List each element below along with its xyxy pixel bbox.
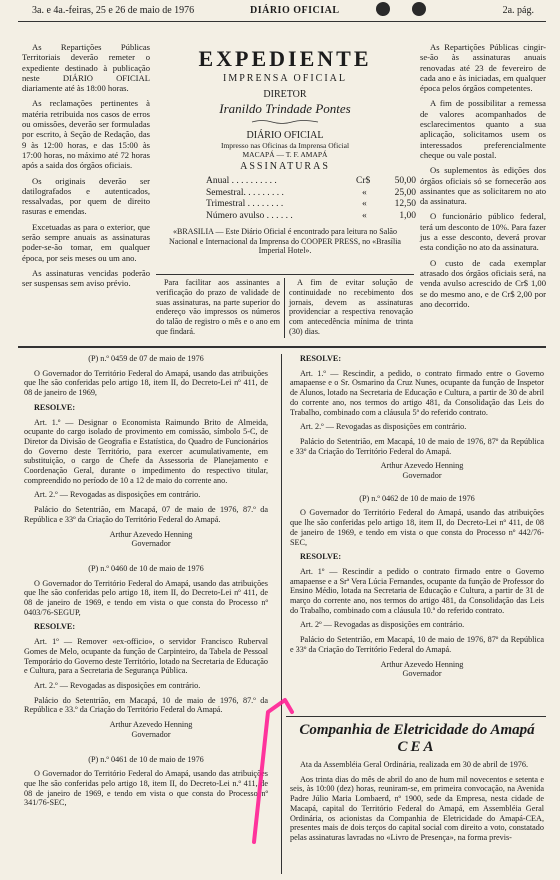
resolve-heading: RESOLVE:	[34, 402, 76, 412]
decree-intro: O Governador do Território Federal do Amapá, usando das atribuições que lhe são conferidas pelo artigo 18, item II, do Decreto-Lei nº 411, de 08 de janeiro de 1969, e tendo em vista o que consta do Processo nº 442/76-SEC,	[290, 508, 544, 547]
header-page-number: 2a. pág.	[502, 5, 534, 16]
decree-intro: O Governador do Território Federal do Amapá, usando das atribuições que lhe são conferidas pelo artigo 18, item II, do Decreto-Lei nº 411, de 08 de janeiro de 1969,	[24, 368, 268, 398]
decree-closing: Palácio do Setentrião, em Macapá, 10 de maio de 1976, 87º da República e 33º da Criação do Território Federal do Amapá.	[290, 436, 544, 456]
decree-article: Art. 1º — Remover «ex-officio», o servidor Francisco Ruberval Gomes de Melo, ocupante da função de Carpinteiro, da Tabela de Pessoal Temporário do Governo deste Território, lotado na Secretaria de Educação e Cultura, para a Secretaria de Segurança Pública.	[24, 637, 268, 676]
price-currency: «	[362, 210, 367, 221]
cea-title: Companhia de Eletricidade do Amapá	[299, 722, 535, 738]
printed-line: Impresso nas Oficinas da Imprensa Oficial	[220, 141, 350, 150]
decree-article: Art. 1.º — Rescindir, a pedido, o contrato firmado entre o Governo amapaense e o Sr. Osmarino da Cruz Nunes, ocupante da função de Inspetor de Alunos, lotado na Secretaria de Educação e Cultura, a partir de 30 de abril do corrente ano, nos termos do artigo 481, da Consolidação das Leis do Trabalho, combinado com a cláusula 5ª do referido contrato.	[290, 368, 544, 417]
price-currency: Cr$	[356, 176, 371, 186]
notice-paragraph: As Repartições Públicas Territoriais deverão remeter o expediente destinado à publicação neste DIÁRIO OFICIAL diariamente até às 18:00 horas.	[22, 42, 150, 94]
paper-name: DIÁRIO OFICIAL	[246, 130, 324, 141]
notice-paragraph: Os originais deverão ser datilografados e autenticados, ressalvadas, por quem de direito rasuras e emendas.	[22, 175, 150, 217]
price-value: 25,00	[394, 187, 416, 198]
brasilia-note: «BRASILIA — Este Diário Oficial é encontrado para leitura no Salão Nacional e Internacional da Imprensa do COOPER PRESS, no «Brasília Imperial Hotel».	[169, 227, 401, 256]
notice-paragraph: A fim de possibilitar a remessa de valores acompanhados de esclarecimentos quanto a sua aplicação, solicitamos usem os interessados preferencialmente cheque ou vale postal.	[420, 98, 546, 160]
subscriptions-label: ASSINATURAS	[240, 161, 330, 172]
cea-acronym: CEA	[397, 739, 437, 755]
notice-paragraph: O custo de cada exemplar atrasado dos órgãos oficiais será, na venda avulso acrescido de Cr$ 1,00 se do mesmo ano, e de Cr$ 2,00 por ano decorrido.	[420, 257, 546, 309]
decree-article: Art. 2.º — Revogadas as disposições em contrário.	[300, 422, 467, 432]
price-label: Anual . . . . . . . . . .	[206, 176, 277, 186]
decree-article: Art. 2.º — Revogadas as disposições em contrário.	[34, 490, 201, 500]
resolve-heading: RESOLVE:	[34, 622, 76, 632]
signature-name: Arthur Azevedo Henning	[380, 659, 464, 669]
decree-article: Art. 1.º — Designar o Economista Raimundo Brito de Almeida, ocupante do cargo isolado de provimento em comissão, símbolo 5-C, de Diretor da Divisão de Geografia e Estatística, do Quadro de Funcionários do Governo deste Território, para exercer acumulativamente, em substituição, o cargo de Chefe da Assessoria de Planejamento e Coordenação Geral, durante o impedimento do respectivo titular, compreendido no período de 10 a 12 de maio do corrente ano.	[24, 417, 268, 485]
notice-paragraph: As assinaturas vencidas poderão ser suspensas sem aviso prévio.	[22, 267, 150, 289]
resolve-heading: RESOLVE:	[300, 552, 342, 562]
cea-body: Aos trinta dias do mês de abril do ano de hum mil novecentos e setenta e seis, às 10:00 (dez) horas, reuniram-se, em primeira convocação, na Avenida Padre Júlio Maria Lombaerd, nº 1900, sede da Empresa, nesta cidade de Macapá, capital do Território Federal do Amapá, em Assembléia Geral Ordinária, os acionistas da Companhia de Eletricidade do Amapá-CEA, presentes mais de dois terços do capital social com direito a voto, constatado pelas assinaturas lavradas no «Livro de Presença», na forma previs-	[290, 774, 544, 842]
price-currency: «	[362, 199, 367, 209]
director-label: DIRETOR	[263, 89, 307, 100]
signature-role: Governador	[131, 539, 171, 549]
price-currency: «	[362, 187, 367, 198]
notice-paragraph: Excetuadas as para o exterior, que serão sempre anuais as assinaturas poder-se-ão tomar, em qualquer época, por seis meses ou um ano.	[22, 221, 150, 263]
notice-paragraph: As Repartições Públicas cingir-se-ão às assinaturas anuais renovadas até 23 de fevereiro de cada ano e às iniciadas, em qualquer época pelos órgãos competentes.	[420, 42, 546, 94]
notice-paragraph: Os suplementos às edições dos órgãos oficiais só se fornecerão aos assinantes que as solicitarem no ato da assinatura.	[420, 165, 546, 207]
masthead-subtitle: IMPRENSA OFICIAL	[223, 73, 347, 84]
notice-paragraph: O funcionário público federal, terá um desconto de 10%. Para fazer jus a esse desconto, deverá provar esta condição no ato da assinatura.	[420, 211, 546, 253]
cea-subtitle: Ata da Assembléia Geral Ordinária, realizada em 30 de abril de 1976.	[300, 760, 529, 769]
decree-closing: Palácio do Setentrião, em Macapá, 10 de maio de 1976, 87º da República e 33º da Criação do Território Federal do Amapá.	[290, 635, 544, 654]
resolve-heading: RESOLVE:	[300, 354, 342, 363]
price-label: Número avulso . . . . . .	[206, 210, 293, 221]
decree-closing: Palácio do Setentrião, em Macapá, 10 de maio de 1976, 87.º da República e 33.º da Criação do Território Federal do Amapá.	[24, 695, 268, 715]
price-value: 1,00	[399, 210, 416, 221]
decree-intro: O Governador do Território Federal do Amapá, usando das atribuições que lhe são conferidas pelo artigo 18, item II, do Decreto-Lei nº 411, de 08 de janeiro de 1969, e tendo em vista o que consta do Processo nº 0403/76-SEGUP,	[24, 578, 268, 617]
masthead-title: EXPEDIENTE	[198, 46, 372, 71]
decree-article: Art. 2º — Revogadas as disposições em contrário.	[300, 620, 465, 630]
signature-role: Governador	[402, 471, 442, 481]
signature-name: Arthur Azevedo Henning	[380, 461, 464, 471]
renewal-paragraph: A fim de evitar solução de continuidade no recebimento dos jornais, devem as assinaturas providenciar a respectiva renovação com antecedência mínima de trinta (30) dias.	[289, 278, 413, 336]
price-value: 12,50	[394, 199, 416, 209]
decree-article: Art. 1º — Rescindir a pedido o contrato firmado entre o Governo amapaense e a Srª Vera Lúcia Fernandes, ocupante da função de Professor do Ensino Médio, lotada na Secretaria de Educação e Cultura, a partir de 31 de março do corrente ano, nos termos do artigo 481, da Consolidação das Leis do Trabalho, combinado com a cláusula 10.ª do referido contrato.	[290, 566, 544, 615]
decree-intro: O Governador do Território Federal do Amapá, usando das atribuições que lhe são conferidas pelo artigo 18, item II, do Decreto-Lei n.º 411, de 08 de janeiro de 1969, e tendo em vista o que consta do Processo nº 341/76-SEC,	[24, 769, 268, 808]
price-label: Trimestral . . . . . . . .	[206, 199, 284, 209]
location-line: MACAPÁ — T. F. AMAPÁ	[242, 150, 328, 159]
decree-closing: Palácio do Setentrião, em Macapá, 07 de maio de 1976, 87.º da República e 33º da Criação do Território Federal do Amapá.	[24, 505, 268, 524]
decree-title: (P) n.º 0460 de 10 de maio de 1976	[88, 563, 204, 573]
signature-role: Governador	[131, 729, 171, 739]
signature-role: Governador	[402, 669, 442, 679]
price-value: 50,00	[394, 176, 416, 186]
decree-title: (P) n.º 0462 de 10 de maio de 1976	[359, 493, 475, 503]
price-label: Semestral. . . . . . . . .	[206, 187, 284, 198]
header-title: DIÁRIO OFICIAL	[250, 5, 340, 16]
renewal-paragraph: Para facilitar aos assinantes a verificação do prazo de validade de suas assinaturas, na parte superior do endereço vão impressos os números do talão de registro o mês e o ano em que findará.	[156, 278, 280, 336]
director-name: Iranildo Trindade Pontes	[219, 101, 351, 116]
signature-name: Arthur Azevedo Henning	[109, 720, 193, 730]
signature-name: Arthur Azevedo Henning	[109, 529, 193, 539]
header-date: 3a. e 4a.-feiras, 25 e 26 de maio de 1976	[32, 5, 195, 16]
decree-title: (P) n.º 0461 de 10 de maio de 1976	[88, 754, 204, 764]
notice-paragraph: As reclamações pertinentes à matéria retribuida nos casos de erros ou omissões, deverão ser formuladas por escrito, à Seção de Redação, das 9 às 12:00 horas, e das 15:00 às 17:00 horas, no máximo até 72 horas após a saida dos órgãos oficiais.	[22, 98, 150, 171]
decree-title: (P) n.º 0459 de 07 de maio de 1976	[88, 354, 204, 363]
decree-article: Art. 2.º — Revogadas as disposições em contrário.	[34, 680, 201, 690]
